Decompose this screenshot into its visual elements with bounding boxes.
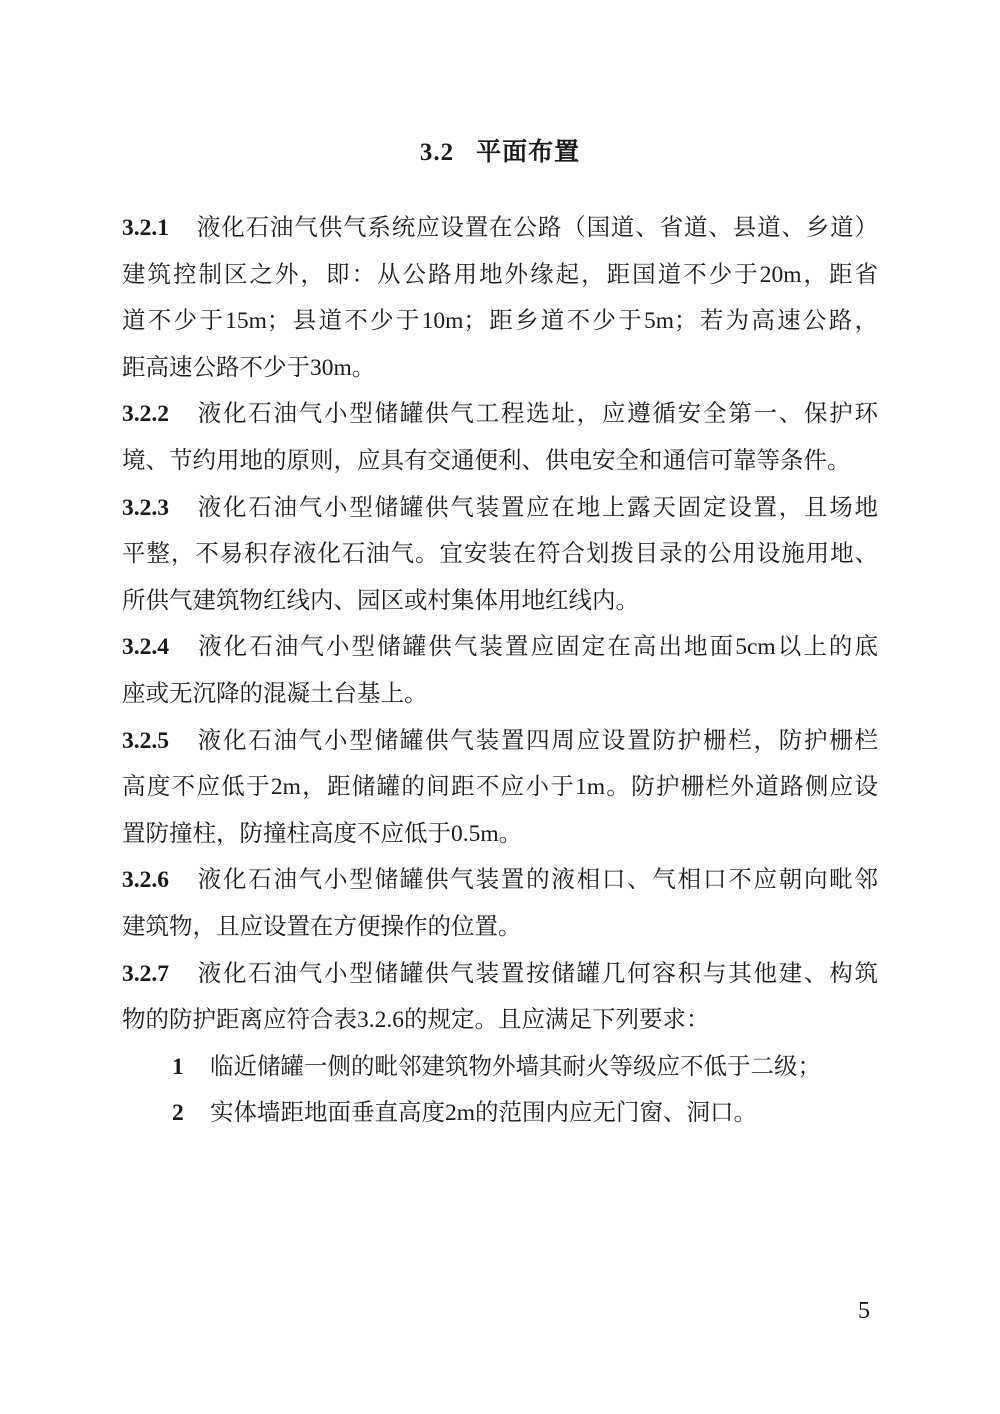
line-text: 置防撞柱，防撞柱高度不应低于0.5m。 bbox=[122, 820, 523, 847]
list-item bbox=[122, 1047, 878, 1094]
document-body bbox=[122, 208, 878, 1140]
line-text: 道不少于15m；县道不少于10m；距乡道不少于5m；若为高速公路， bbox=[122, 308, 878, 335]
paragraph-line bbox=[122, 255, 878, 302]
paragraph-line bbox=[122, 441, 878, 488]
clause-number: 3.2.6 bbox=[122, 867, 169, 894]
paragraph-line bbox=[122, 1000, 878, 1047]
line-text: 液化石油气小型储罐供气装置应固定在高出地面5cm以上的底 bbox=[196, 634, 878, 661]
list-item bbox=[122, 1093, 878, 1140]
section-number: 3.2 bbox=[419, 139, 455, 166]
clause-paragraph bbox=[122, 721, 878, 861]
line-text: 液化石油气小型储罐供气装置按储罐几何容积与其他建、构筑 bbox=[196, 960, 878, 987]
line-text: 液化石油气小型储罐供气装置应在地上露天固定设置，且场地 bbox=[196, 494, 878, 521]
line-text: 平整，不易积存液化石油气。宜安装在符合划拨目录的公用设施用地、 bbox=[122, 541, 878, 568]
paragraph-line bbox=[122, 814, 878, 861]
paragraph-line bbox=[122, 394, 878, 441]
item-number: 2 bbox=[172, 1100, 184, 1127]
line-text: 物的防护距离应符合表3.2.6的规定。且应满足下列要求： bbox=[122, 1007, 710, 1034]
clause-paragraph bbox=[122, 394, 878, 487]
line-text: 所供气建筑物红线内、园区或村集体用地红线内。 bbox=[122, 587, 639, 614]
clause-paragraph bbox=[122, 627, 878, 720]
page-number: 5 bbox=[858, 1298, 870, 1324]
line-text: 液化石油气小型储罐供气工程选址，应遵循安全第一、保护环 bbox=[196, 401, 878, 428]
paragraph-line bbox=[122, 721, 878, 768]
line-text: 座或无沉降的混凝土台基上。 bbox=[122, 680, 428, 707]
line-text: 建筑物，且应设置在方便操作的位置。 bbox=[122, 913, 522, 940]
paragraph-line bbox=[122, 907, 878, 954]
paragraph-line bbox=[122, 674, 878, 721]
paragraph-line bbox=[122, 581, 878, 628]
line-text: 建筑控制区之外，即：从公路用地外缘起，距国道不少于20m，距省 bbox=[122, 261, 878, 288]
item-text: 临近储罐一侧的毗邻建筑物外墙其耐火等级应不低于二级； bbox=[210, 1053, 821, 1080]
clause-number: 3.2.4 bbox=[122, 634, 169, 661]
paragraph-line bbox=[122, 954, 878, 1001]
line-text: 液化石油气供气系统应设置在公路（国道、省道、县道、乡道） bbox=[196, 215, 878, 241]
paragraph-line bbox=[122, 208, 878, 255]
section-title: 平面布置 bbox=[476, 139, 581, 166]
clause-number: 3.2.2 bbox=[122, 401, 169, 428]
line-text: 境、节约用地的原则，应具有交通便利、供电安全和通信可靠等条件。 bbox=[122, 447, 851, 474]
paragraph-line bbox=[122, 301, 878, 348]
paragraph-line bbox=[122, 488, 878, 535]
paragraph-line bbox=[122, 348, 878, 395]
paragraph-line bbox=[122, 860, 878, 907]
clause-number: 3.2.5 bbox=[122, 727, 169, 754]
line-text: 液化石油气小型储罐供气装置四周应设置防护栅栏，防护栅栏 bbox=[196, 727, 878, 754]
section-heading bbox=[0, 132, 1000, 168]
line-text: 高度不应低于2m，距储罐的间距不应小于1m。防护栅栏外道路侧应设 bbox=[122, 774, 878, 801]
paragraph-line bbox=[122, 627, 878, 674]
clause-paragraph bbox=[122, 488, 878, 628]
line-text: 液化石油气小型储罐供气装置的液相口、气相口不应朝向毗邻 bbox=[196, 867, 878, 894]
paragraph-line bbox=[122, 534, 878, 581]
paragraph-line bbox=[122, 767, 878, 814]
clause-paragraph bbox=[122, 954, 878, 1047]
clause-paragraph bbox=[122, 860, 878, 953]
clause-number: 3.2.3 bbox=[122, 494, 169, 521]
clause-paragraph bbox=[122, 208, 878, 394]
line-text: 距高速公路不少于30m。 bbox=[122, 354, 376, 381]
clause-number: 3.2.1 bbox=[122, 215, 169, 241]
clause-number: 3.2.7 bbox=[122, 960, 169, 987]
item-text: 实体墙距地面垂直高度2m的范围内应无门窗、洞口。 bbox=[210, 1100, 758, 1127]
item-number: 1 bbox=[172, 1053, 184, 1080]
